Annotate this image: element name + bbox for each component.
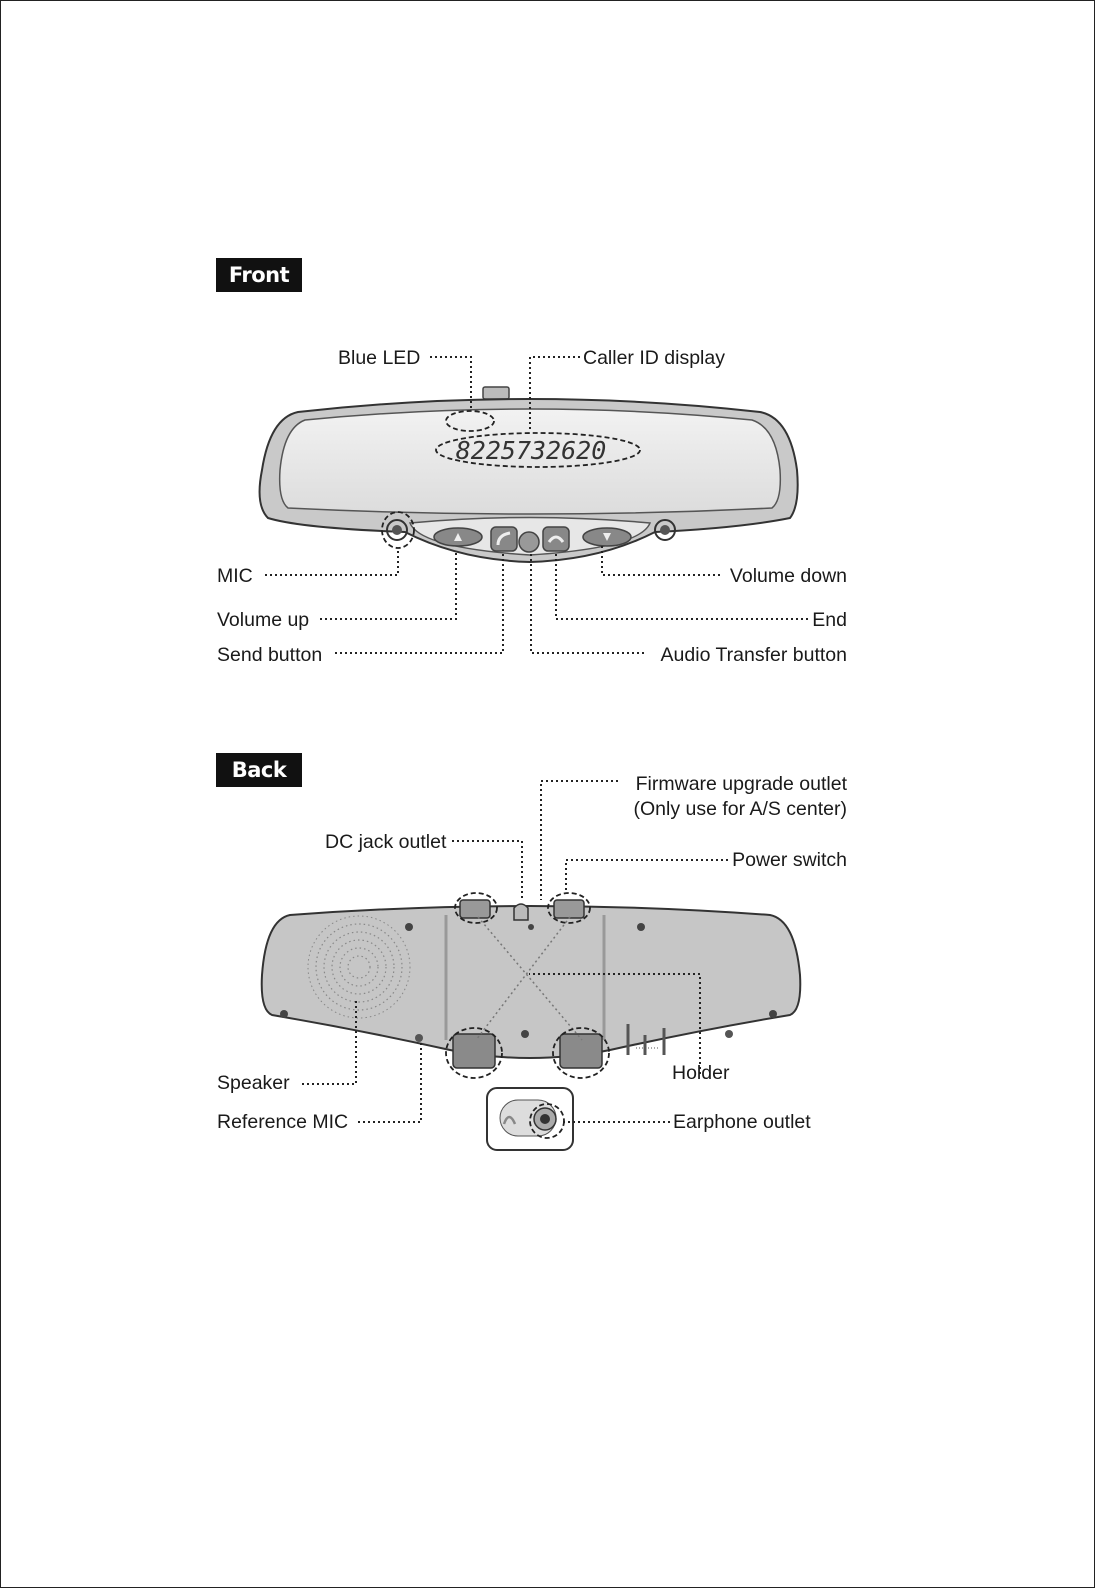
- label-earphone-outlet: Earphone outlet: [673, 1111, 811, 1133]
- front-section-tag: Front: [216, 258, 302, 292]
- label-end: End: [812, 609, 847, 631]
- label-volume-up: Volume up: [217, 609, 310, 631]
- label-reference-mic: Reference MIC: [217, 1111, 349, 1133]
- label-power-switch: Power switch: [732, 849, 847, 871]
- label-firmware-note: (Only use for A/S center): [633, 798, 847, 820]
- label-caller-id-display: Caller ID display: [583, 347, 725, 369]
- label-speaker: Speaker: [217, 1072, 290, 1094]
- back-section-tag: Back: [216, 753, 302, 787]
- back-mirror: [262, 900, 801, 1068]
- caller-id-number: 8225732620: [455, 436, 607, 465]
- front-mirror: [260, 387, 798, 562]
- label-holder: Holder: [672, 1062, 730, 1084]
- label-volume-down: Volume down: [729, 565, 847, 587]
- label-firmware-upgrade-outlet: Firmware upgrade outlet: [635, 773, 847, 795]
- earphone-inset: [487, 1088, 573, 1150]
- label-mic: MIC: [217, 565, 253, 587]
- label-send-button: Send button: [217, 644, 323, 666]
- label-blue-led: Blue LED: [338, 347, 421, 369]
- label-audio-transfer-button: Audio Transfer button: [660, 644, 847, 666]
- label-dc-jack-outlet: DC jack outlet: [325, 831, 447, 853]
